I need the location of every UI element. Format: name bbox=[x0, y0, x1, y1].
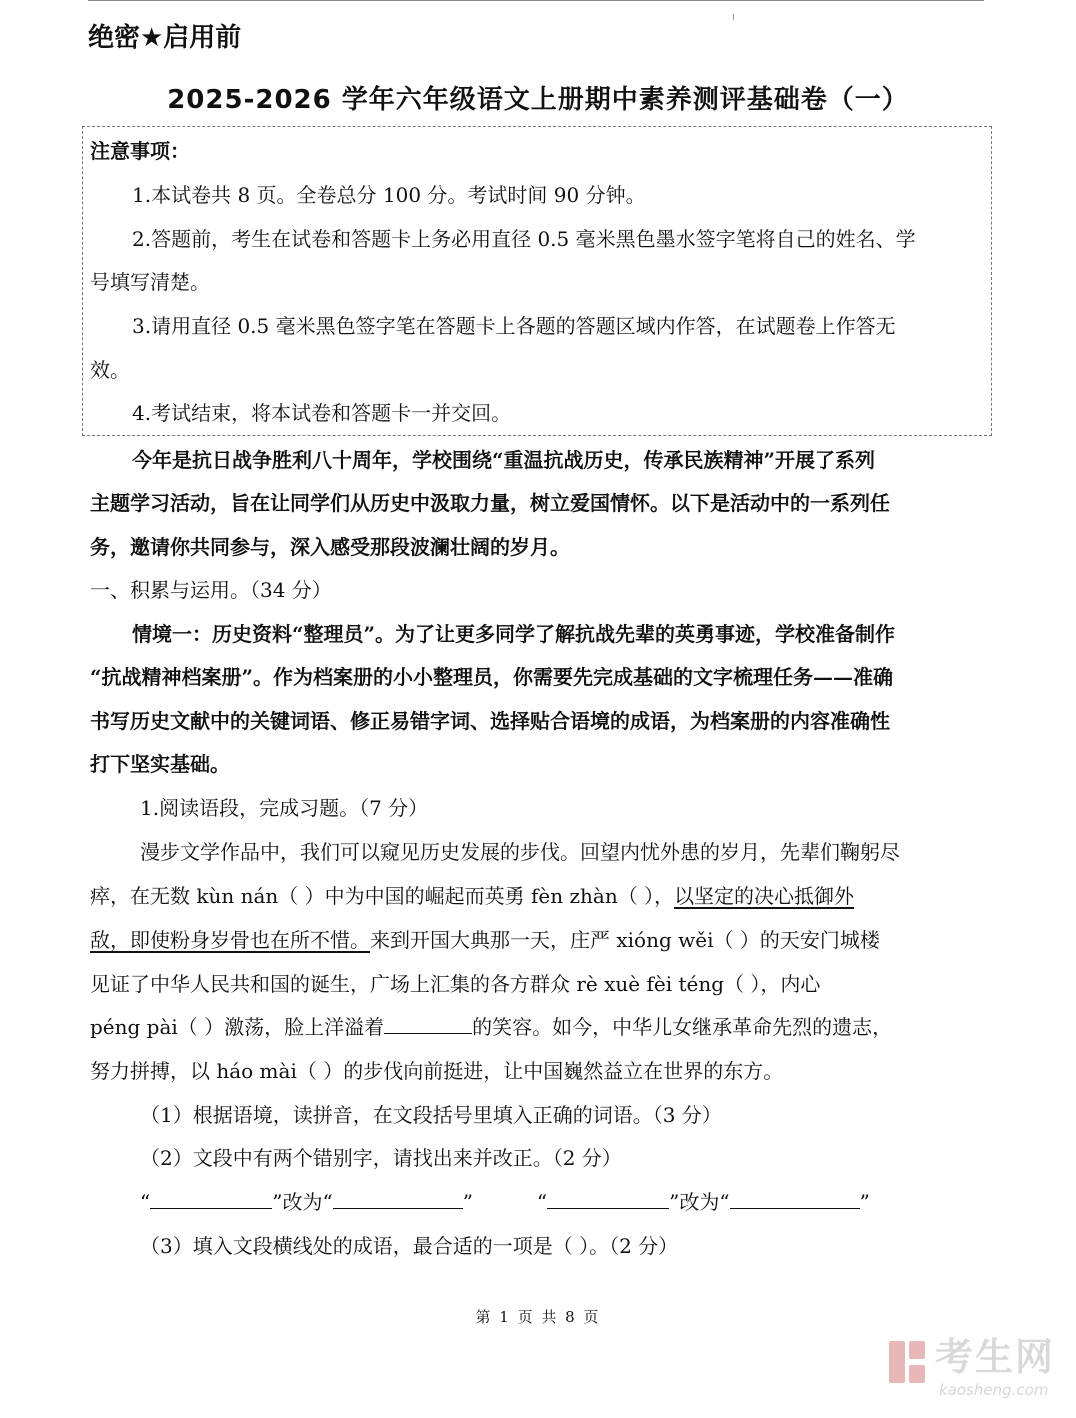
underlined-sentence-part-2: 敌，即使粉身岁骨也在所不惜。 bbox=[90, 928, 370, 952]
idiom-blank[interactable] bbox=[384, 1015, 472, 1034]
sub-question-2: （2）文段中有两个错别字，请找出来并改正。（2 分） bbox=[140, 1146, 622, 1170]
notice-item-4: 4.考试结束，将本试卷和答题卡一并交回。 bbox=[132, 401, 512, 425]
notice-item-3-line-1: 3.请用直径 0.5 毫米黑色签字笔在答题卡上各题的答题区域内作答，在试题卷上作答无 bbox=[132, 314, 896, 338]
watermark-logo-icon bbox=[887, 1337, 927, 1387]
top-rule bbox=[88, 0, 984, 1]
close-quote-2: ” bbox=[859, 1190, 870, 1214]
passage-line-3 bbox=[90, 928, 880, 952]
page-footer: 第 1 页 共 8 页 bbox=[475, 1308, 601, 1326]
section-1-heading: 一、积累与运用。（34 分） bbox=[90, 578, 332, 602]
change-to-label-2: ”改为“ bbox=[669, 1190, 730, 1214]
notice-item-3-line-2: 效。 bbox=[90, 358, 130, 382]
passage-line-5 bbox=[90, 1015, 892, 1039]
scenario-line-4: 打下坚实基础。 bbox=[90, 752, 230, 776]
scan-mark bbox=[733, 14, 734, 20]
question-1-heading: 1.阅读语段，完成习题。（7 分） bbox=[140, 796, 429, 820]
passage-line-1: 漫步文学作品中，我们可以窥见历史发展的步伐。回望内忧外患的岁月，先辈们鞠躬尽 bbox=[140, 840, 900, 864]
page-title: 2025-2026 学年六年级语文上册期中素养测评基础卷（一） bbox=[167, 85, 909, 115]
close-quote: ” bbox=[462, 1190, 473, 1214]
passage-line-5-text-a: péng pài（ ）激荡，脸上洋溢着 bbox=[90, 1015, 385, 1039]
intro-line-1: 今年是抗日战争胜利八十周年，学校围绕“重温抗战历史，传承民族精神”开展了系列 bbox=[132, 448, 876, 472]
sub-question-1: （1）根据语境，读拼音，在文段括号里填入正确的词语。（3 分） bbox=[140, 1103, 722, 1127]
correct-char-blank-2[interactable] bbox=[730, 1190, 860, 1209]
watermark bbox=[887, 1335, 1067, 1405]
notice-item-2-line-2: 号填写清楚。 bbox=[90, 270, 210, 294]
passage-line-3-text: 来到开国大典那一天，庄严 xióng wěi（ ）的天安门城楼 bbox=[370, 928, 880, 952]
notice-box bbox=[82, 126, 992, 436]
scenario-line-1: 情境一：历史资料“整理员”。为了让更多同学了解抗战先辈的英勇事迹，学校准备制作 bbox=[132, 622, 896, 646]
open-quote-2: “ bbox=[536, 1190, 548, 1214]
passage-line-2 bbox=[90, 884, 854, 908]
intro-line-3: 务，邀请你共同参与，深入感受那段波澜壮阔的岁月。 bbox=[90, 535, 570, 559]
intro-line-2: 主题学习活动，旨在让同学们从历史中汲取力量，树立爱国情怀。以下是活动中的一系列任 bbox=[90, 491, 890, 515]
scenario-line-3: 书写历史文献中的关键词语、修正易错字词、选择贴合语境的成语，为档案册的内容准确性 bbox=[90, 709, 890, 733]
notice-heading: 注意事项： bbox=[90, 139, 190, 163]
scenario-line-2: “抗战精神档案册”。作为档案册的小小整理员，你需要先完成基础的文字梳理任务——准确 bbox=[90, 665, 894, 689]
passage-line-6: 努力拼搏，以 háo mài（ ）的步伐向前挺进，让中国巍然益立在世界的东方。 bbox=[90, 1059, 784, 1083]
passage-line-2-text: 瘁，在无数 kùn nán（ ）中为中国的崛起而英勇 fèn zhàn（ ）， bbox=[90, 884, 675, 908]
wrong-char-blank-2[interactable] bbox=[547, 1190, 669, 1209]
underlined-sentence-part-1: 以坚定的决心抵御外 bbox=[674, 884, 855, 908]
passage-line-4: 见证了中华人民共和国的诞生，广场上汇集的各方群众 rè xuè fèi téng（ ），内心 bbox=[90, 972, 821, 996]
passage-line-5-text-b: 的笑容。如今，中华儿女继承革命先烈的遗志， bbox=[472, 1015, 893, 1039]
watermark-url: kaosheng.com bbox=[939, 1381, 1049, 1399]
notice-item-1: 1.本试卷共 8 页。全卷总分 100 分。考试时间 90 分钟。 bbox=[132, 183, 646, 207]
wrong-char-blank-1[interactable] bbox=[150, 1190, 272, 1209]
notice-item-2-line-1: 2.答题前，考生在试卷和答题卡上务必用直径 0.5 毫米黑色墨水签字笔将自己的姓名、学 bbox=[132, 227, 916, 251]
open-quote: “ bbox=[140, 1190, 151, 1214]
secret-label: 绝密★启用前 bbox=[88, 23, 242, 53]
correct-char-blank-1[interactable] bbox=[333, 1190, 463, 1209]
sub-question-3: （3）填入文段横线处的成语，最合适的一项是（ ）。（2 分） bbox=[140, 1234, 679, 1258]
watermark-name: 考生网 bbox=[935, 1335, 1056, 1379]
change-to-label: ”改为“ bbox=[272, 1190, 333, 1214]
correction-row bbox=[140, 1190, 870, 1214]
